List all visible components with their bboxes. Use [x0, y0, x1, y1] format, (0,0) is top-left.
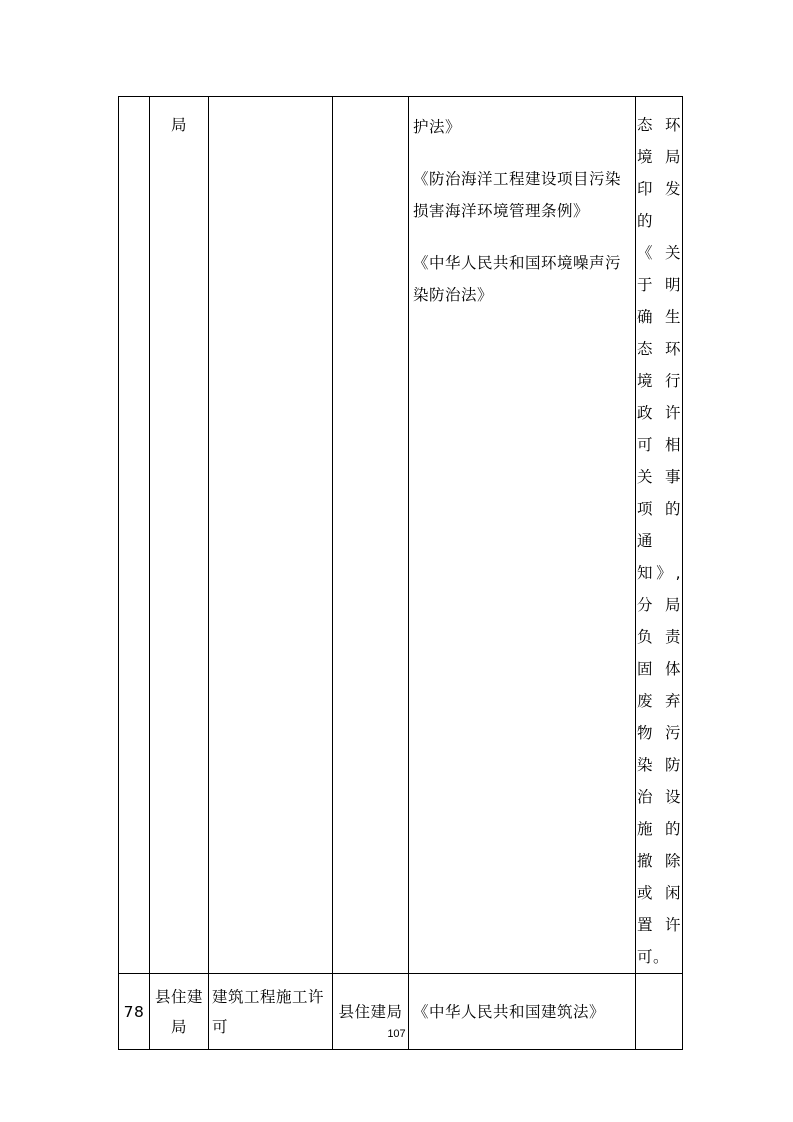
note-line: 置 许	[637, 916, 681, 934]
cell-department	[150, 97, 209, 974]
department-text: 县住建局	[154, 987, 203, 1036]
department-text: 局	[170, 116, 187, 134]
page-number: 107	[387, 1028, 406, 1040]
cell-item	[209, 97, 333, 974]
note-line: 确 生	[637, 308, 681, 326]
note-line: 可。	[637, 948, 670, 966]
note-line: 项 的	[637, 500, 681, 518]
cell-executor	[333, 97, 409, 974]
row-number: 78	[123, 1002, 145, 1021]
item-text: 建筑工程施工许可	[212, 987, 325, 1036]
note-line: 或 闲	[637, 884, 681, 902]
note-line: 负 责	[637, 628, 681, 646]
note-line: 态 环	[637, 340, 681, 358]
note-line: 通知》,	[637, 532, 681, 582]
basis-line: 《中华人民共和国环境噪声污染防治法》	[413, 254, 622, 304]
cell-number	[119, 97, 150, 974]
note-line: 撤 除	[637, 852, 681, 870]
note-line: 治 设	[637, 788, 681, 806]
note-line: 境 局	[637, 148, 681, 166]
basis-line: 《防治海洋工程建设项目污染损害海洋环境管理条例》	[413, 170, 622, 220]
note-line: 分 局	[637, 596, 681, 614]
table-row	[119, 97, 683, 974]
cell-note	[636, 97, 683, 974]
basis-text: 《中华人民共和国建筑法》	[413, 1002, 606, 1021]
note-line: 废 弃	[637, 692, 681, 710]
note-line: 可 相	[637, 436, 681, 454]
note-line: 态 环	[637, 116, 681, 134]
note-line: 施 的	[637, 820, 681, 838]
cell-basis	[409, 97, 636, 974]
note-line: 印 发	[637, 180, 681, 198]
note-text	[636, 97, 682, 973]
note-line: 关 事	[637, 468, 681, 486]
note-line: 政 许	[637, 404, 681, 422]
basis-line: 护法》	[413, 118, 462, 136]
executor-text: 县住建局	[338, 1002, 403, 1021]
basis-list	[409, 111, 635, 311]
note-line: 于 明	[637, 276, 681, 294]
note-line: 境 行	[637, 372, 681, 390]
permit-table	[118, 96, 683, 1050]
note-line: 物 污	[637, 724, 681, 742]
note-line: 染 防	[637, 756, 681, 774]
note-line: 的《关	[637, 212, 681, 262]
note-line: 固 体	[637, 660, 681, 678]
